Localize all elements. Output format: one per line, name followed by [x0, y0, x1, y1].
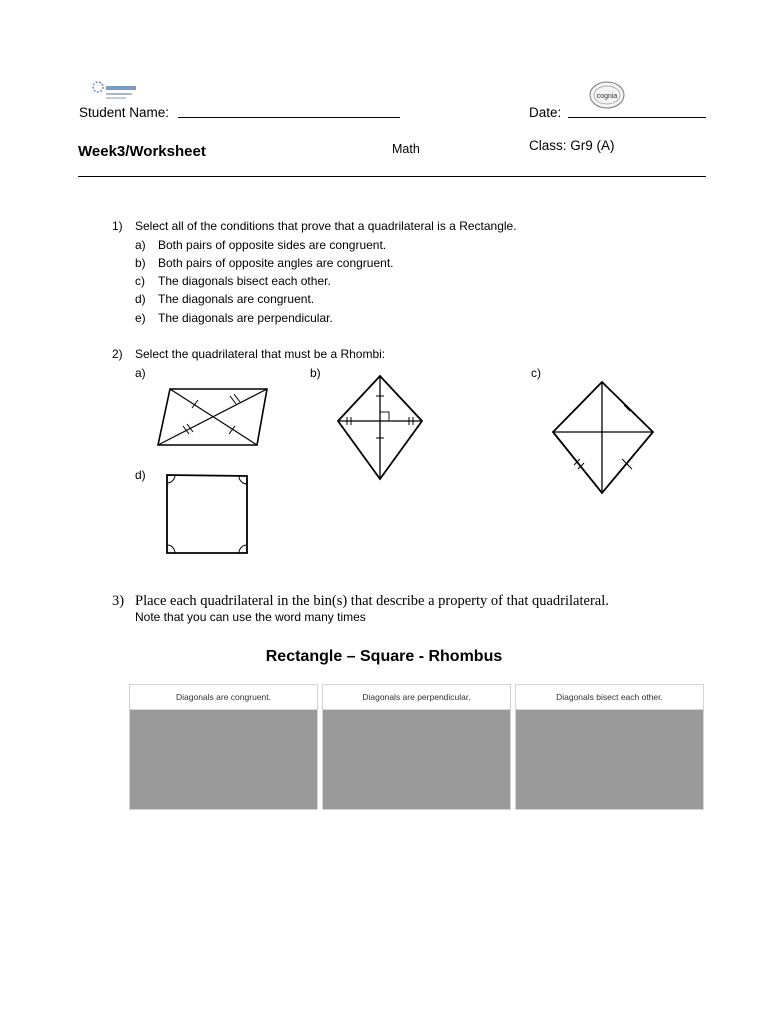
rhombus-figure[interactable]: [545, 376, 685, 502]
q1-number: 1): [112, 219, 123, 233]
header-divider: [78, 176, 706, 177]
bin-diagonals-bisect[interactable]: [515, 684, 704, 810]
bin-diagonals-congruent[interactable]: [129, 684, 318, 810]
q2-option-b-letter[interactable]: b): [310, 366, 321, 380]
bin-drop-area[interactable]: [323, 710, 510, 809]
bin-label: Diagonals are perpendicular.: [323, 685, 510, 710]
kite-figure[interactable]: [330, 366, 426, 484]
school-logo-icon: [88, 80, 148, 106]
bin-diagonals-perpendicular[interactable]: [322, 684, 511, 810]
q3-number: 3): [112, 593, 125, 609]
cognia-seal-icon: [588, 80, 626, 110]
q1-option-text[interactable]: The diagonals bisect each other.: [158, 274, 331, 288]
bin-label: Diagonals are congruent.: [130, 685, 317, 710]
subject-label: Math: [392, 142, 420, 156]
q1-option-letter[interactable]: d): [135, 292, 146, 306]
q1-option-text[interactable]: Both pairs of opposite sides are congruent.: [158, 238, 387, 252]
q1-option-text[interactable]: Both pairs of opposite angles are congruent.: [158, 256, 394, 270]
rectangle-figure[interactable]: [160, 470, 256, 560]
date-label: Date:: [529, 105, 562, 120]
q1-option-letter[interactable]: e): [135, 311, 146, 325]
q2-number: 2): [112, 347, 123, 361]
q1-text: Select all of the conditions that prove that a quadrilateral is a Rectangle.: [135, 219, 517, 233]
bin-drop-area[interactable]: [516, 710, 703, 809]
q2-option-c-letter[interactable]: c): [531, 366, 541, 380]
student-name-label: Student Name:: [79, 105, 170, 120]
q3-text: Place each quadrilateral in the bin(s) that describe a property of that quadrilateral.: [135, 593, 609, 609]
bin-label: Diagonals bisect each other.: [516, 685, 703, 710]
q3-note: Note that you can use the word many times: [135, 610, 366, 624]
parallelogram-figure[interactable]: [150, 382, 276, 452]
q2-option-d-letter[interactable]: d): [135, 468, 146, 482]
q1-option-text[interactable]: The diagonals are perpendicular.: [158, 311, 333, 325]
svg-text:cognia: cognia: [596, 93, 618, 100]
bin-drop-area[interactable]: [130, 710, 317, 809]
q1-option-text[interactable]: The diagonals are congruent.: [158, 292, 315, 306]
q2-text: Select the quadrilateral that must be a Rhombi:: [135, 347, 386, 361]
q3-word-bank: Rectangle – Square - Rhombus: [265, 648, 503, 665]
q1-option-letter[interactable]: a): [135, 238, 146, 252]
q2-option-a-letter[interactable]: a): [135, 366, 146, 380]
date-field[interactable]: [568, 117, 706, 118]
q1-option-letter[interactable]: b): [135, 256, 146, 270]
student-name-field[interactable]: [178, 117, 400, 118]
class-label: Class: Gr9 (A): [529, 138, 615, 153]
worksheet-title: Week3/Worksheet: [78, 143, 206, 160]
q1-option-letter[interactable]: c): [135, 274, 145, 288]
